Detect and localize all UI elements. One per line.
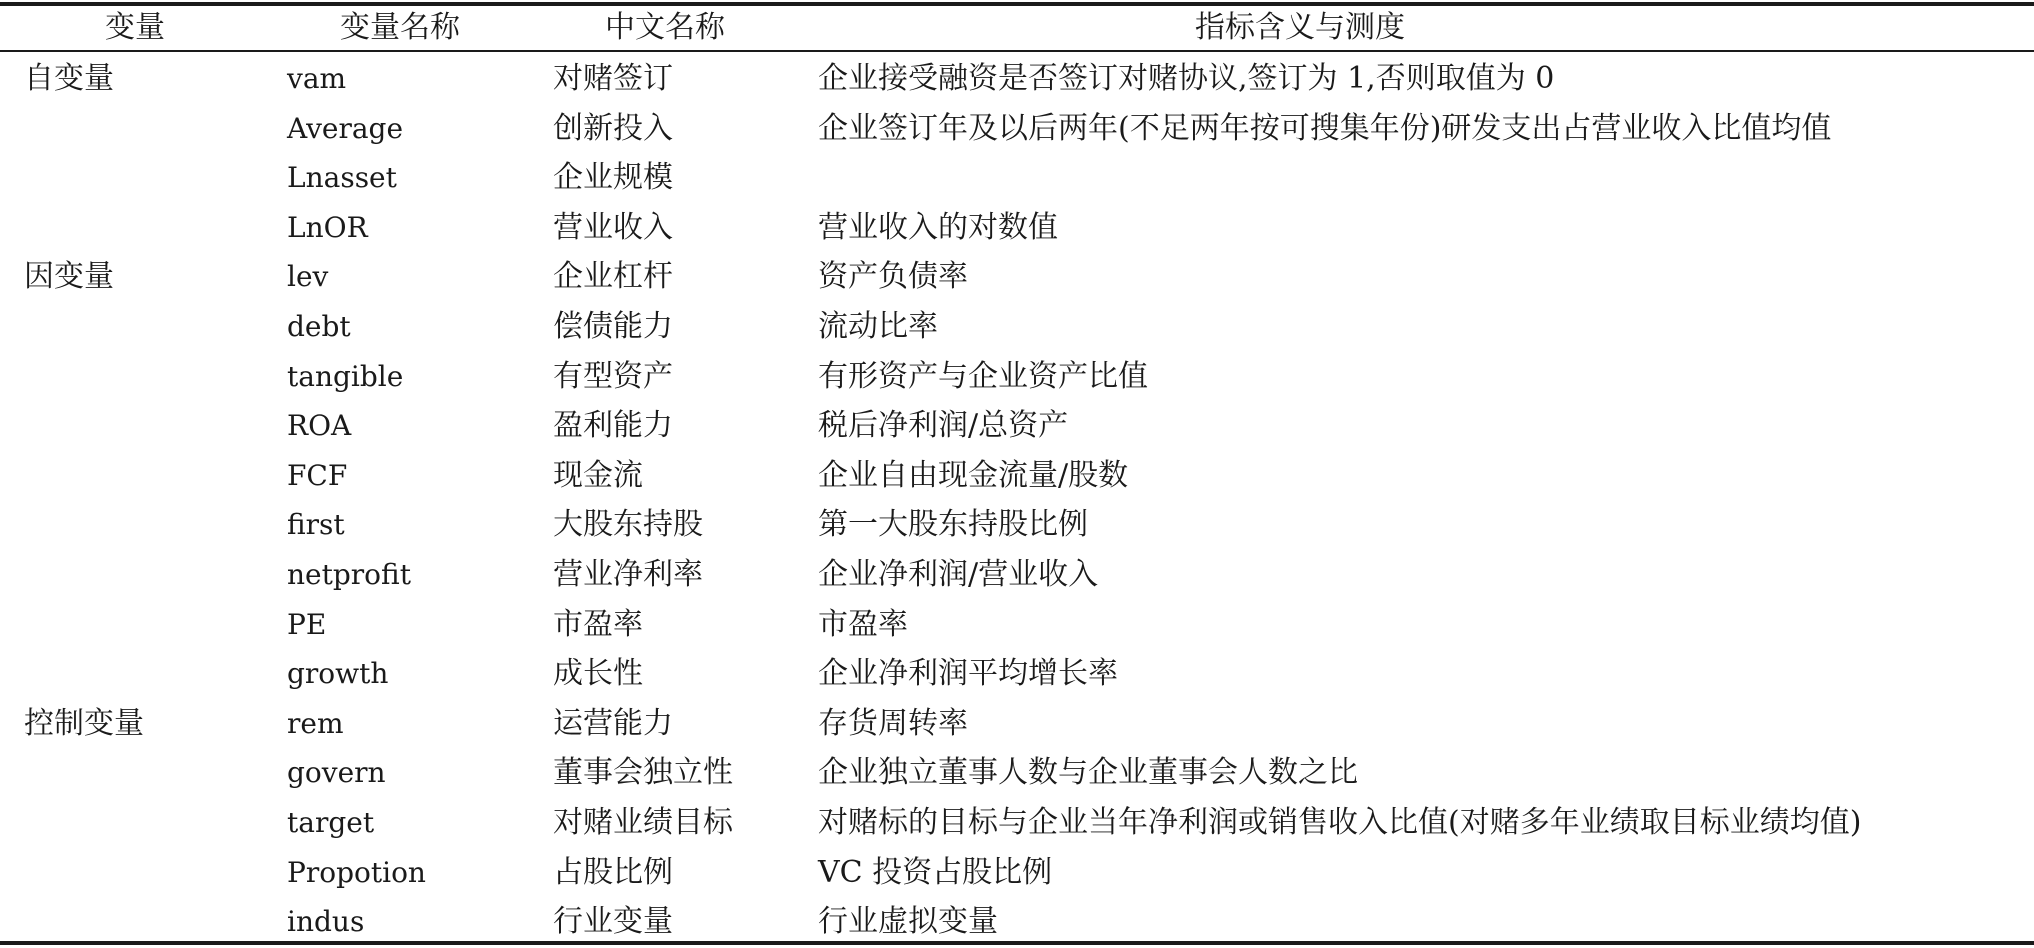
table-row bbox=[0, 649, 2034, 699]
cell-variable-name: rem bbox=[287, 706, 344, 740]
table-row bbox=[0, 203, 2034, 253]
cell-meaning: 流动比率 bbox=[818, 308, 938, 344]
table-row bbox=[0, 401, 2034, 451]
cell-meaning: 对赌标的目标与企业当年净利润或销售收入比值(对赌多年业绩取目标业绩均值) bbox=[818, 804, 1862, 840]
cell-chinese-name: 董事会独立性 bbox=[553, 755, 733, 791]
table-header-rule bbox=[0, 50, 2034, 52]
cell-chinese-name: 运营能力 bbox=[553, 705, 673, 741]
header-meaning-measure: 指标含义与测度 bbox=[1195, 10, 1405, 45]
cell-variable-name: ROA bbox=[287, 409, 352, 443]
cell-chinese-name: 有型资产 bbox=[553, 358, 673, 394]
table-row bbox=[0, 897, 2034, 947]
table-row bbox=[0, 352, 2034, 402]
table-row bbox=[0, 104, 2034, 154]
cell-variable-name: Average bbox=[287, 111, 404, 145]
table-row bbox=[0, 500, 2034, 550]
cell-chinese-name: 偿债能力 bbox=[553, 308, 673, 344]
cell-variable-name: Lnasset bbox=[287, 161, 397, 195]
cell-meaning: 有形资产与企业资产比值 bbox=[818, 358, 1148, 394]
cell-group: 自变量 bbox=[24, 61, 114, 96]
cell-meaning: VC 投资占股比例 bbox=[818, 854, 1053, 890]
table-row bbox=[0, 848, 2034, 898]
cell-chinese-name: 对赌签订 bbox=[553, 61, 673, 96]
cell-variable-name: FCF bbox=[287, 458, 348, 492]
cell-meaning: 存货周转率 bbox=[818, 705, 968, 741]
cell-meaning: 企业自由现金流量/股数 bbox=[818, 457, 1129, 493]
header-variable: 变量 bbox=[105, 10, 165, 45]
cell-variable-name: tangible bbox=[287, 359, 404, 393]
cell-group: 控制变量 bbox=[24, 705, 144, 741]
cell-variable-name: govern bbox=[287, 756, 386, 790]
table-row bbox=[0, 550, 2034, 600]
table-row bbox=[0, 748, 2034, 798]
cell-chinese-name: 成长性 bbox=[553, 656, 643, 692]
cell-variable-name: target bbox=[287, 805, 375, 839]
cell-chinese-name: 盈利能力 bbox=[553, 408, 673, 444]
cell-meaning: 营业收入的对数值 bbox=[818, 209, 1058, 245]
cell-meaning: 企业接受融资是否签订对赌协议,签订为 1,否则取值为 0 bbox=[818, 61, 1555, 96]
cell-variable-name: first bbox=[287, 508, 345, 542]
cell-chinese-name: 营业收入 bbox=[553, 209, 673, 245]
table-row bbox=[0, 451, 2034, 501]
table-row bbox=[0, 252, 2034, 302]
cell-variable-name: Propotion bbox=[287, 855, 426, 889]
cell-chinese-name: 大股东持股 bbox=[553, 507, 703, 543]
cell-variable-name: debt bbox=[287, 309, 351, 343]
cell-meaning: 企业独立董事人数与企业董事会人数之比 bbox=[818, 755, 1358, 791]
cell-meaning: 企业净利润平均增长率 bbox=[818, 656, 1118, 692]
header-variable-name: 变量名称 bbox=[340, 10, 460, 45]
cell-meaning: 行业虚拟变量 bbox=[818, 904, 998, 940]
cell-chinese-name: 企业杠杆 bbox=[553, 259, 673, 295]
cell-chinese-name: 创新投入 bbox=[553, 110, 673, 146]
cell-chinese-name: 营业净利率 bbox=[553, 556, 703, 592]
cell-meaning: 企业签订年及以后两年(不足两年按可搜集年份)研发支出占营业收入比值均值 bbox=[818, 110, 1832, 146]
cell-meaning: 税后净利润/总资产 bbox=[818, 408, 1069, 444]
table-row bbox=[0, 699, 2034, 749]
cell-variable-name: lev bbox=[287, 260, 329, 294]
cell-variable-name: LnOR bbox=[287, 210, 368, 244]
table-row bbox=[0, 302, 2034, 352]
table-row bbox=[0, 54, 2034, 104]
cell-variable-name: netprofit bbox=[287, 557, 411, 591]
cell-chinese-name: 现金流 bbox=[553, 457, 643, 493]
cell-chinese-name: 占股比例 bbox=[553, 854, 673, 890]
cell-meaning: 市盈率 bbox=[818, 606, 908, 642]
cell-variable-name: PE bbox=[287, 607, 327, 641]
cell-meaning: 第一大股东持股比例 bbox=[818, 507, 1088, 543]
cell-meaning: 企业净利润/营业收入 bbox=[818, 556, 1099, 592]
cell-meaning: 资产负债率 bbox=[818, 259, 968, 295]
table-row bbox=[0, 153, 2034, 203]
cell-variable-name: indus bbox=[287, 905, 365, 939]
table-body bbox=[0, 54, 2034, 947]
table-row bbox=[0, 798, 2034, 848]
cell-chinese-name: 企业规模 bbox=[553, 160, 673, 196]
header-chinese-name: 中文名称 bbox=[605, 10, 725, 45]
cell-group: 因变量 bbox=[24, 259, 114, 295]
table-row bbox=[0, 600, 2034, 650]
cell-chinese-name: 市盈率 bbox=[553, 606, 643, 642]
table-header-row bbox=[0, 6, 2034, 50]
cell-chinese-name: 对赌业绩目标 bbox=[553, 804, 733, 840]
table-bottom-rule bbox=[0, 941, 2034, 945]
cell-variable-name: vam bbox=[287, 62, 347, 95]
cell-variable-name: growth bbox=[287, 657, 389, 691]
cell-chinese-name: 行业变量 bbox=[553, 904, 673, 940]
